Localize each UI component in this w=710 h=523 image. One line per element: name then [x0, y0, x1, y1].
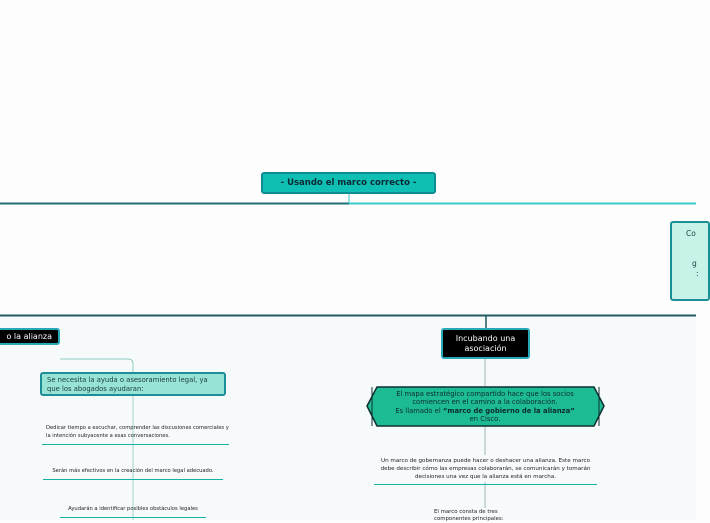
root-topic[interactable]: - Usando el marco correcto - — [261, 172, 436, 194]
legal-advice-node[interactable]: Se necesita la ayuda o asesoramiento legal, ya que los abogados ayudaran: — [40, 372, 226, 396]
left-branch-path — [60, 359, 133, 372]
componentes-line-2: componentes principales: — [434, 516, 504, 522]
mapa-line-2 — [385, 407, 585, 415]
right-node-line-1: Co — [686, 229, 696, 238]
legal-item-1[interactable]: Dedicar tiempo a escuchar, comprender las discusiones comerciales y la intención subyacente a esas conversaciones. — [42, 425, 229, 445]
mapa-estrategico-node[interactable] — [385, 390, 585, 423]
right-node-line-4: : — [696, 269, 699, 278]
mapa-line-2-bold: “marco de gobierno de la alianza” — [442, 406, 575, 415]
incubando-line-2: asociación — [464, 344, 507, 353]
legal-item-2[interactable]: Serán más efectivos en la creación del marco legal adecuado. — [43, 468, 223, 480]
right-node-line-3: g — [692, 259, 697, 268]
gobernanza-node[interactable]: Un marco de gobernanza puede hacer o deshacer una alianza. Este marco debe describir cómo las empresas colaborarán, se comunicarán y tomarán decisiones una vez que la alianza está en marcha. — [374, 457, 597, 485]
mapa-line-3: en Cisco. — [469, 414, 501, 423]
alianza-topic-node[interactable]: o la alianza — [0, 328, 60, 345]
incubando-topic-node[interactable] — [441, 328, 530, 359]
componentes-line-1: El marco consta de tres — [434, 509, 498, 515]
componentes-node[interactable] — [434, 509, 554, 523]
legal-item-3[interactable]: Ayudarán a identificar posibles obstáculos legales — [60, 506, 206, 518]
incubando-line-1: Incubando una — [455, 334, 516, 343]
mapa-line-2-prefix: Es llamado el — [395, 406, 443, 415]
right-topic-node[interactable] — [670, 221, 710, 301]
mapa-line-1: El mapa estratégico compartido hace que los socios comiencen en el camino a la colaboración. — [396, 390, 574, 407]
